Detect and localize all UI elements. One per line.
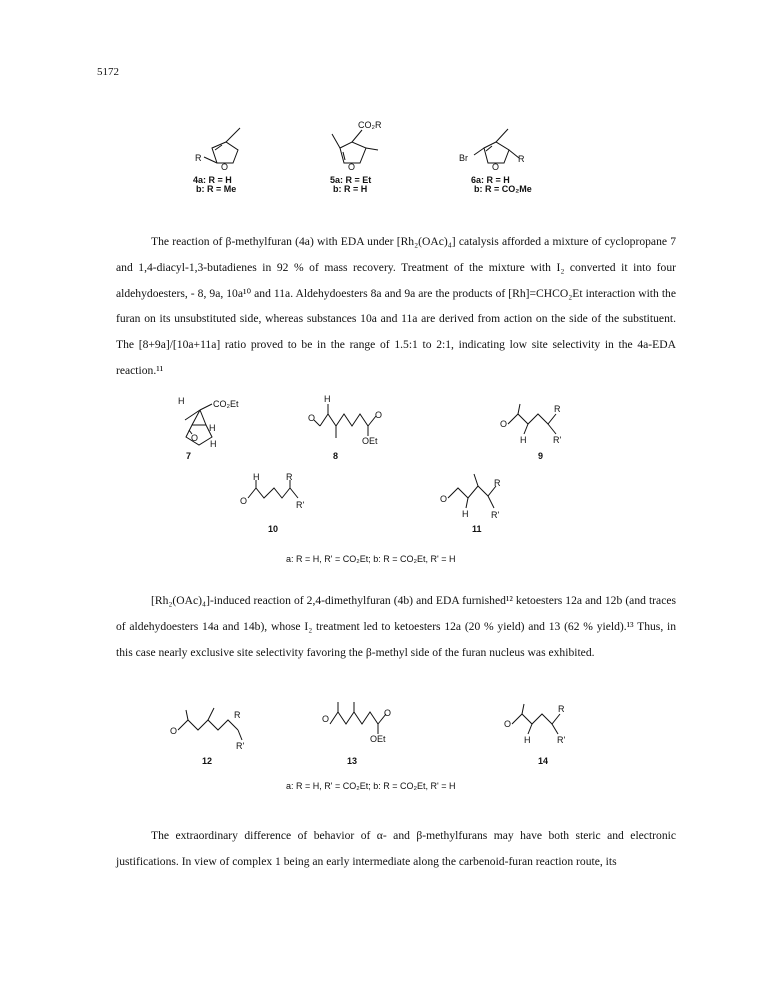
compound-6-line-b: b: R = CO₂Me bbox=[474, 184, 532, 194]
scheme3-legend: a: R = H, R' = CO₂Et; b: R = CO₂Et, R' = H bbox=[286, 781, 456, 791]
compound-10-rp: R' bbox=[296, 500, 305, 510]
compound-14-o: O bbox=[504, 719, 512, 729]
compound-13-oet: OEt bbox=[370, 734, 386, 744]
compound-8-num: 8 bbox=[333, 451, 339, 461]
compound-8-h: H bbox=[324, 394, 331, 404]
page-number: 5172 bbox=[97, 66, 119, 78]
compound-10-r: R bbox=[286, 472, 293, 482]
compound-12-rp: R' bbox=[236, 741, 245, 751]
compound-4-line-a: 4a: R = H bbox=[193, 175, 232, 185]
compound-9-r: R bbox=[554, 404, 561, 414]
compound-7-h3: H bbox=[210, 439, 217, 449]
scheme2-legend: a: R = H, R' = CO₂Et; b: R = CO₂Et, R' = H bbox=[286, 554, 456, 564]
compound-13-num: 13 bbox=[347, 756, 358, 766]
compound-5-line-b: b: R = H bbox=[333, 184, 368, 194]
compound-10-h: H bbox=[253, 472, 260, 482]
compound-8-o1: O bbox=[308, 413, 316, 423]
compound-14-r: R bbox=[558, 704, 565, 714]
compound-11-h: H bbox=[462, 509, 469, 519]
compound-8-oet: OEt bbox=[362, 436, 378, 446]
compound-7-h2: H bbox=[209, 423, 216, 433]
compound-9-num: 9 bbox=[538, 451, 544, 461]
compound-10-o: O bbox=[240, 496, 248, 506]
compound-6-br: Br bbox=[459, 153, 468, 163]
compound-8-o2: O bbox=[375, 410, 383, 420]
compound-14-h: H bbox=[524, 735, 531, 745]
compound-5-co2r: CO₂R bbox=[358, 120, 382, 130]
compound-11-num: 11 bbox=[472, 524, 482, 534]
compound-4-line-b: b: R = Me bbox=[196, 184, 237, 194]
compound-9-rp: R' bbox=[553, 435, 562, 445]
compound-6-r: R bbox=[518, 154, 525, 164]
compound-13 bbox=[322, 702, 391, 766]
compound-11-rp: R' bbox=[491, 510, 500, 520]
compound-11-r: R bbox=[494, 478, 501, 488]
compound-5-o: O bbox=[348, 162, 356, 172]
compound-6-line-a: 6a: R = H bbox=[471, 175, 510, 185]
compound-7-num: 7 bbox=[186, 451, 192, 461]
compound-7-o: O bbox=[191, 433, 199, 443]
compound-7-co2et: CO₂Et bbox=[213, 399, 239, 409]
compound-14-rp: R' bbox=[557, 735, 566, 745]
compound-13-o1: O bbox=[322, 714, 330, 724]
compound-5-line-a: 5a: R = Et bbox=[330, 175, 372, 185]
compound-7-h: H bbox=[178, 396, 185, 406]
compound-12-num: 12 bbox=[202, 756, 213, 766]
compound-12-o: O bbox=[170, 726, 178, 736]
compound-9-o: O bbox=[500, 419, 508, 429]
paragraph-2: [Rh₂(OAc)₄]-induced reaction of 2,4-dimethylfuran (4b) and EDA furnished¹² ketoesters 12a and 12b (and traces of aldehydoesters 14a and 14b), whose I₂ treatment led to ketoesters 12a (20 % yield) and 13 (62 % yield).¹³ Thus, in this case nearly exclusive site selectivity favoring the β-methyl side of the furan nucleus was exhibited. bbox=[116, 594, 676, 659]
compound-14 bbox=[504, 704, 565, 766]
paragraph-1: The reaction of β-methylfuran (4a) with EDA under [Rh₂(OAc)₄] catalysis afforded a mixture of cyclopropane 7 and 1,4-diacyl-1,3-butadienes in 92 % of mass recovery. Treatment of the mixture with I₂ converted it into four aldehydoesters, - 8, 9a, 10a¹⁰ and 11a. Aldehydoesters 8a and 9a are the products of [Rh]=CHCO₂Et interaction with the furan on its unsubstituted side, whereas substances 10a and 11a are derived from action on the side of the substituent. The [8+9a]/[10a+11a] ratio proved to be in the range of 1.5:1 to 2:1, indicating low site selectivity in the 4a-EDA reaction.¹¹ bbox=[116, 235, 676, 377]
compound-4-r: R bbox=[195, 153, 202, 163]
compound-14-num: 14 bbox=[538, 756, 549, 766]
compound-13-o2: O bbox=[384, 708, 392, 718]
compound-12 bbox=[170, 708, 244, 766]
compound-11-o: O bbox=[440, 494, 448, 504]
compound-12-r: R bbox=[234, 710, 241, 720]
compound-9-h: H bbox=[520, 435, 527, 445]
compound-4-o: O bbox=[221, 162, 229, 172]
paragraph-3: The extraordinary difference of behavior of α- and β-methylfurans may have both steric and electronic justifications. In view of complex 1 being an early intermediate along the carbenoid-furan reaction route, its bbox=[116, 829, 676, 868]
compound-6-o: O bbox=[492, 162, 500, 172]
compound-10-num: 10 bbox=[268, 524, 279, 534]
